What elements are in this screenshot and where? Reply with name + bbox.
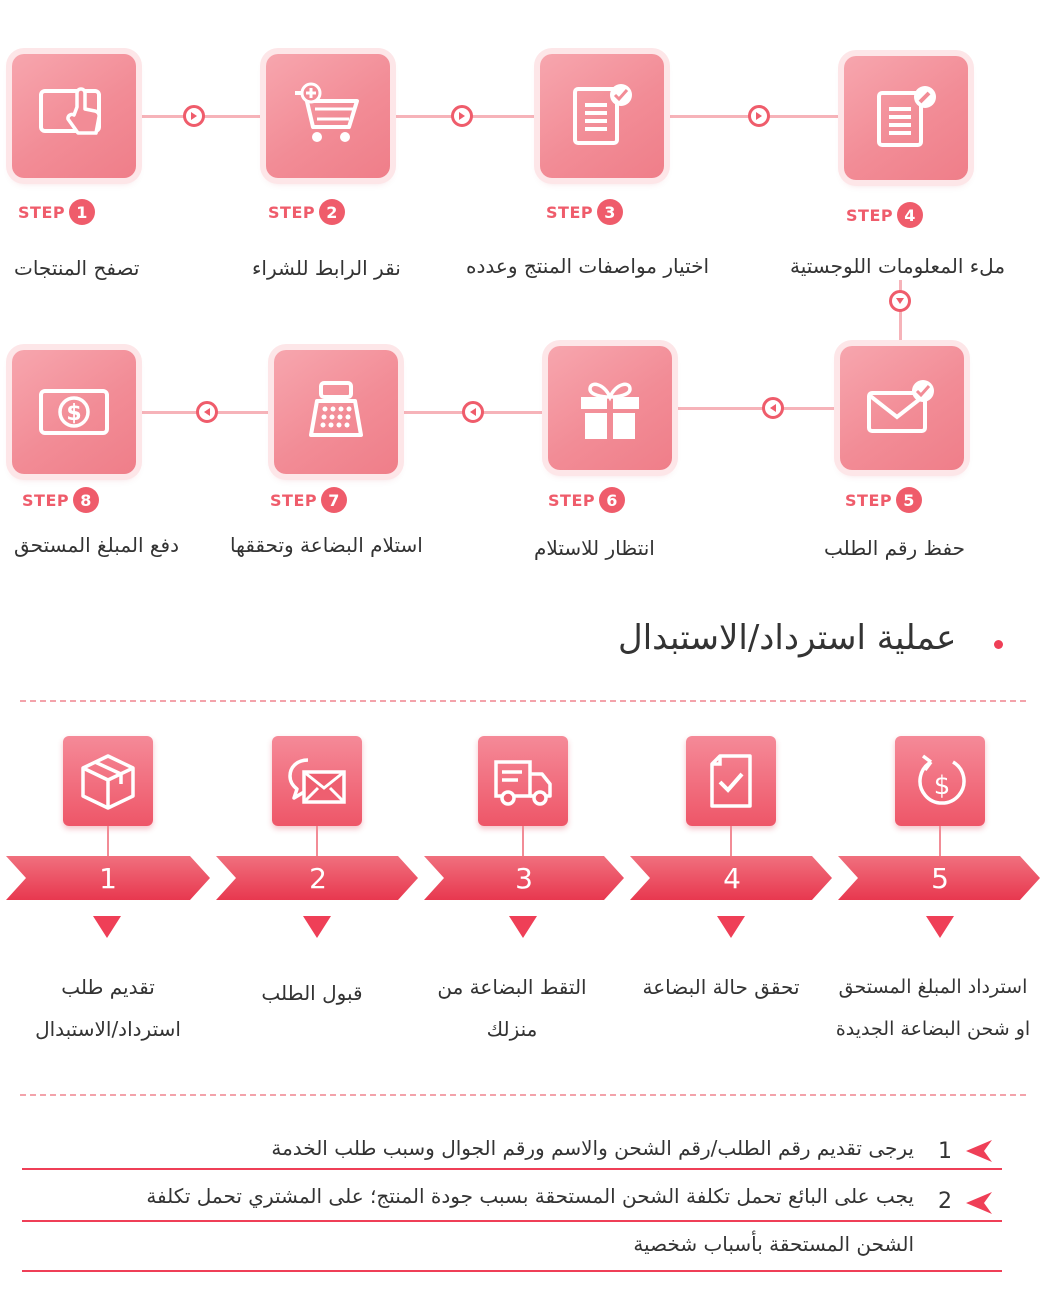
refund-step-3-line1: التقط البضاعة من [437,975,587,999]
step-1-badge: STEP 1 [18,199,95,225]
refund-step-2-label [212,972,412,1014]
package-box-icon [77,750,139,812]
arrow-right-icon [183,105,205,127]
step-8-tile [12,350,136,474]
note-underline [22,1270,1002,1272]
step-4-tile [844,56,968,180]
checklist-icon [565,79,639,153]
step-3-tile [540,54,664,178]
step-8-label: دفع المبلغ المستحق [14,533,180,557]
refund-step-3-number: 3 [515,862,533,895]
step-4-label: ملء المعلومات اللوجستية [790,254,1006,278]
note-underline [22,1220,1002,1222]
refund-step-3-tile [478,736,568,826]
envelope-check-icon [865,371,939,445]
down-triangle-icon [926,916,954,938]
step-3-badge: STEP 3 [546,199,623,225]
step-2-badge: STEP 2 [268,199,345,225]
step-5-label: حفظ رقم الطلب [824,536,966,560]
refund-step-5-tile [895,736,985,826]
step-3-label: اختيار مواصفات المنتج وعدده [466,254,710,278]
dashed-divider [20,1094,1026,1096]
refund-step-4-number: 4 [723,862,741,895]
cash-register-icon [299,375,373,449]
step-4-badge: STEP 4 [846,202,923,228]
document-check-icon [700,750,762,812]
connector [316,826,318,856]
chat-mail-icon [286,750,348,812]
refund-step-2-number: 2 [309,862,327,895]
down-triangle-icon [303,916,331,938]
tablet-touch-icon [37,79,111,153]
refund-step-2-line1: قبول الطلب [261,981,363,1005]
down-triangle-icon [93,916,121,938]
refund-step-1-number: 1 [99,862,117,895]
arrow-left-icon [762,397,784,419]
section-title: عملية استرداد/الاستبدال [618,618,957,658]
step-5-tile [840,346,964,470]
note-2-number: 2 [938,1189,952,1214]
down-triangle-icon [509,916,537,938]
note-2-text: يجب على البائع تحمل تكلفة الشحن المستحقة بسبب جودة المنتج؛ على المشتري تحمل تكلفة [146,1184,914,1208]
refund-step-2-tile [272,736,362,826]
connector [939,826,941,856]
delivery-truck-icon [492,750,554,812]
refund-step-1-label [8,966,208,1050]
refund-step-4-tile [686,736,776,826]
step-7-tile [274,350,398,474]
refund-step-1-tile [63,736,153,826]
edit-form-icon [869,81,943,155]
step-2-tile [266,54,390,178]
note-1-number: 1 [938,1139,952,1164]
shopping-cart-icon [291,79,365,153]
arrow-left-icon [462,401,484,423]
step-7-badge: STEP 7 [270,487,347,513]
connector [730,826,732,856]
step-1-tile [12,54,136,178]
svg-text:$: $ [933,771,951,801]
refund-step-3-label [412,966,612,1050]
step-6-tile [548,346,672,470]
refund-dollar-icon [909,750,971,812]
note-arrow-icon [966,1192,994,1214]
arrow-left-icon [196,401,218,423]
svg-text:$: $ [66,401,82,426]
refund-step-5-label [826,966,1040,1050]
arrow-right-icon [748,105,770,127]
step-2-label: نقر الرابط للشراء [252,256,401,280]
step-6-badge: STEP 6 [548,487,625,513]
step-8-badge: STEP 8 [22,487,99,513]
refund-step-4-line1: تحقق حالة البضاعة [642,975,800,999]
step-6-label: انتظار للاستلام [534,536,655,560]
refund-step-5-line2: او شحن البضاعة الجديدة [835,1018,1031,1040]
step-1-label: تصفح المنتجات [14,256,140,280]
refund-step-1-line1: تقديم طلب [61,975,155,999]
bullet-dot [994,640,1003,649]
down-triangle-icon [717,916,745,938]
arrow-right-icon [451,105,473,127]
note-underline [22,1168,1002,1170]
arrow-down-icon [889,290,911,312]
connector [522,826,524,856]
note-arrow-icon [966,1140,994,1162]
refund-step-1-line2: استرداد/الاستبدال [35,1017,181,1041]
refund-step-5-number: 5 [931,862,949,895]
refund-step-4-label [618,966,824,1008]
step-5-badge: STEP 5 [845,487,922,513]
refund-step-3-line2: منزلك [486,1017,538,1041]
note-1-text: يرجى تقديم رقم الطلب/رقم الشحن والاسم ورقم الجوال وسبب طلب الخدمة [271,1136,914,1160]
gift-box-icon [573,371,647,445]
connector [107,826,109,856]
refund-step-5-line1: استرداد المبلغ المستحق [838,976,1028,998]
connector [670,407,842,410]
note-2-text-continued: الشحن المستحقة بأسباب شخصية [633,1232,914,1256]
dollar-bill-icon [37,375,111,449]
step-7-label: استلام البضاعة وتحققها [230,533,423,557]
dashed-divider [20,700,1026,702]
